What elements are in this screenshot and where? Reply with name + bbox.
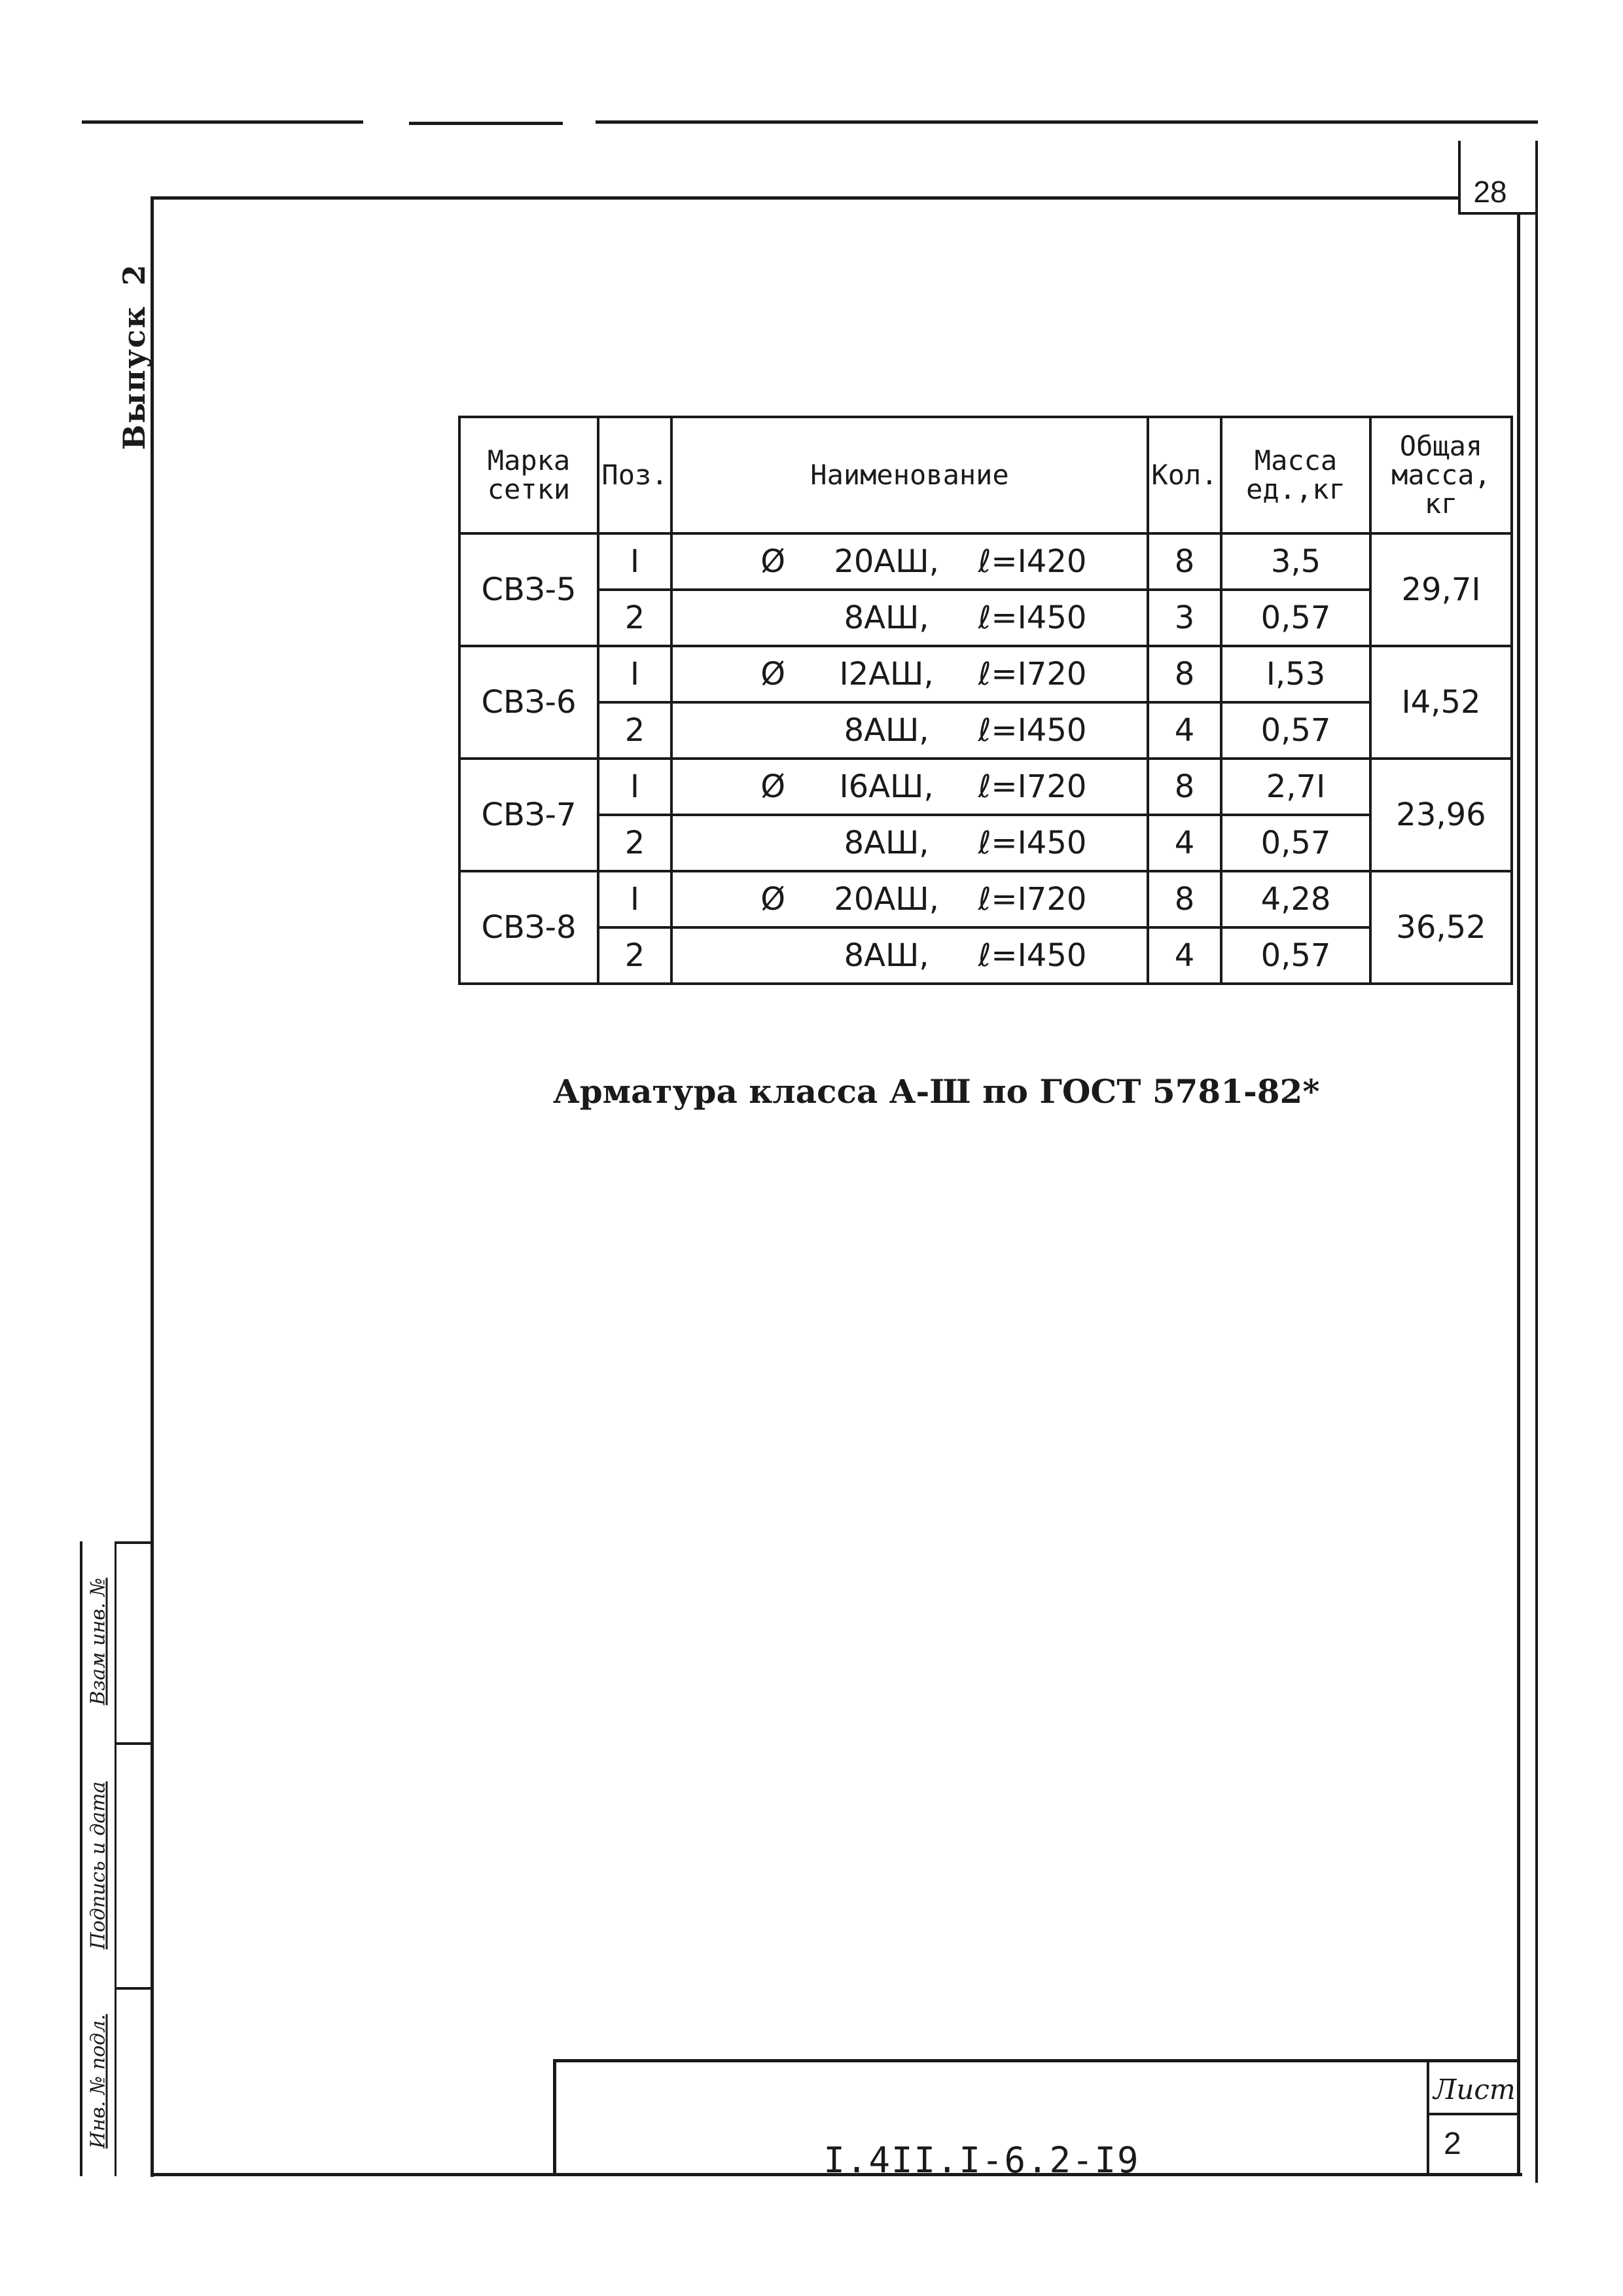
header-qty: Кол. bbox=[1148, 417, 1221, 533]
stamp-signature-date: Подпись и дата bbox=[86, 1781, 110, 1950]
table-row bbox=[459, 533, 1512, 590]
stamp-top bbox=[115, 1541, 152, 1544]
row-pos: 2 bbox=[598, 927, 671, 984]
bar-type: 8AШ, bbox=[844, 600, 929, 636]
bar-type: 8AШ, bbox=[844, 825, 929, 861]
diameter-symbol: Ø bbox=[760, 543, 785, 580]
row-unit-mass: 0,57 bbox=[1221, 927, 1370, 984]
row-unit-mass: 0,57 bbox=[1221, 590, 1370, 646]
row-pos: 2 bbox=[598, 702, 671, 759]
bar-length: ℓ=I720 bbox=[978, 768, 1087, 805]
stamp-sep-1 bbox=[115, 1742, 152, 1745]
bar-length: ℓ=I450 bbox=[978, 600, 1087, 636]
row-qty: 8 bbox=[1148, 871, 1221, 927]
issue-label bbox=[116, 263, 152, 450]
top-dash-3 bbox=[596, 120, 1538, 124]
row-qty: 8 bbox=[1148, 533, 1221, 590]
table-row bbox=[459, 590, 1512, 646]
row-name bbox=[671, 871, 1148, 927]
diameter-symbol: Ø bbox=[760, 881, 785, 918]
sheet-label: Лист bbox=[1433, 2073, 1516, 2106]
header-total-mass: Общая масса, кг bbox=[1370, 417, 1512, 533]
mesh-mark: СВЗ-5 bbox=[459, 533, 598, 646]
top-dash-2 bbox=[409, 122, 563, 125]
rebar-class-note: Арматура класса А-Ш по ГОСТ 5781-82* bbox=[553, 1072, 1320, 1111]
diameter-symbol: Ø bbox=[760, 768, 785, 805]
top-dash-1 bbox=[82, 120, 363, 124]
row-name bbox=[671, 646, 1148, 702]
spec-table bbox=[458, 416, 1513, 985]
row-unit-mass: 0,57 bbox=[1221, 702, 1370, 759]
bar-type: 8AШ, bbox=[844, 712, 929, 749]
bar-length: ℓ=I720 bbox=[978, 881, 1087, 918]
stamp-outer-left bbox=[80, 1541, 82, 2176]
row-qty: 8 bbox=[1148, 759, 1221, 815]
row-pos: I bbox=[598, 646, 671, 702]
stamp-inv-replacement: Взам инв. № bbox=[86, 1577, 110, 1706]
row-name bbox=[671, 533, 1148, 590]
diameter-symbol: Ø bbox=[760, 656, 785, 692]
row-qty: 4 bbox=[1148, 815, 1221, 871]
row-name bbox=[671, 590, 1148, 646]
page-number: 28 bbox=[1473, 175, 1507, 209]
row-pos: 2 bbox=[598, 590, 671, 646]
row-qty: 4 bbox=[1148, 927, 1221, 984]
bar-type: 20AШ, bbox=[834, 881, 939, 918]
table-header-row bbox=[459, 417, 1512, 533]
row-pos: 2 bbox=[598, 815, 671, 871]
header-name: Наименование bbox=[671, 417, 1148, 533]
stamp-sep-2 bbox=[115, 1987, 152, 1990]
frame-right bbox=[1517, 215, 1520, 2176]
stamp-divider bbox=[115, 1541, 116, 2176]
bar-type: 8AШ, bbox=[844, 937, 929, 974]
issue-label-text: Выпуск bbox=[116, 305, 152, 450]
header-pos: Поз. bbox=[598, 417, 671, 533]
total-mass: 23,96 bbox=[1370, 759, 1512, 871]
row-unit-mass: I,53 bbox=[1221, 646, 1370, 702]
row-pos: I bbox=[598, 533, 671, 590]
row-name bbox=[671, 815, 1148, 871]
bar-length: ℓ=I450 bbox=[978, 825, 1087, 861]
table-row bbox=[459, 702, 1512, 759]
bar-type: I6AШ, bbox=[839, 768, 934, 805]
mesh-mark: СВЗ-8 bbox=[459, 871, 598, 984]
row-name bbox=[671, 759, 1148, 815]
table-row bbox=[459, 815, 1512, 871]
bar-length: ℓ=I420 bbox=[978, 543, 1087, 580]
total-mass: I4,52 bbox=[1370, 646, 1512, 759]
row-name bbox=[671, 927, 1148, 984]
row-unit-mass: 4,28 bbox=[1221, 871, 1370, 927]
row-pos: I bbox=[598, 871, 671, 927]
row-qty: 8 bbox=[1148, 646, 1221, 702]
issue-number: 2 bbox=[116, 263, 152, 286]
bar-type: I2AШ, bbox=[839, 656, 934, 692]
header-unit-mass: Масса ед.,кг bbox=[1221, 417, 1370, 533]
row-qty: 4 bbox=[1148, 702, 1221, 759]
total-mass: 36,52 bbox=[1370, 871, 1512, 984]
row-unit-mass: 3,5 bbox=[1221, 533, 1370, 590]
table-row bbox=[459, 927, 1512, 984]
bar-type: 20AШ, bbox=[834, 543, 939, 580]
document-number: I.4II.I-6.2-I9 bbox=[823, 2139, 1140, 2181]
total-mass: 29,7I bbox=[1370, 533, 1512, 646]
bar-length: ℓ=I720 bbox=[978, 656, 1087, 692]
bar-length: ℓ=I450 bbox=[978, 712, 1087, 749]
row-name bbox=[671, 702, 1148, 759]
row-pos: I bbox=[598, 759, 671, 815]
table-row bbox=[459, 871, 1512, 927]
bar-length: ℓ=I450 bbox=[978, 937, 1087, 974]
frame-left bbox=[151, 196, 154, 2177]
header-mark: Марка сетки bbox=[459, 417, 598, 533]
row-unit-mass: 0,57 bbox=[1221, 815, 1370, 871]
row-qty: 3 bbox=[1148, 590, 1221, 646]
stamp-inv-original: Инв. № подл. bbox=[86, 2014, 110, 2149]
row-unit-mass: 2,7I bbox=[1221, 759, 1370, 815]
frame-top bbox=[151, 196, 1461, 200]
mesh-mark: СВЗ-7 bbox=[459, 759, 598, 871]
mesh-mark: СВЗ-6 bbox=[459, 646, 598, 759]
table-row bbox=[459, 646, 1512, 702]
table-row bbox=[459, 759, 1512, 815]
sheet-number: 2 bbox=[1444, 2126, 1461, 2161]
outer-right-edge bbox=[1535, 141, 1538, 2183]
